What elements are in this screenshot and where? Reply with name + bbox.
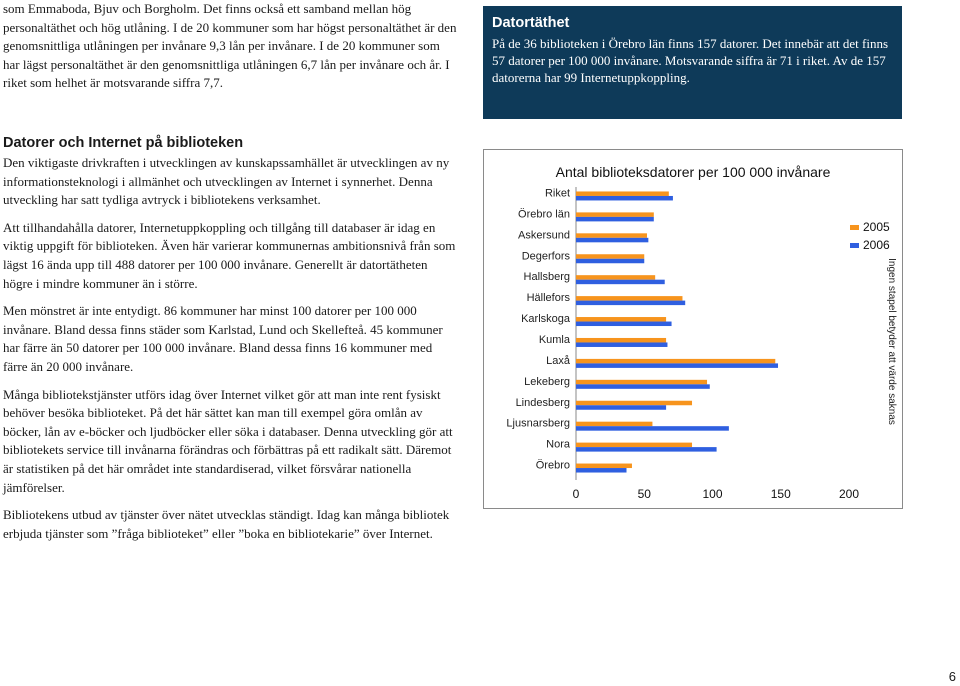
bar-2005 [576,422,652,427]
section-heading: Datorer och Internet på biblioteken [3,135,244,151]
bar-2006 [576,342,667,347]
bar-2006 [576,384,710,389]
intro-paragraph: som Emmaboda, Bjuv och Borgholm. Det finns också ett samband mellan hög personaltäthet och hög utlåning. I de 20 kommuner som har högst personaltäthet är den genomsnittliga utlåningen per invånare 9,3 lån per invånare. I de 20 kommuner som har lägst personaltäthet är den genomsnittliga utlåningen 6,7 lån per invånare och år. I riket som helhet är motsvarande siffra 7,7. [3,1,457,91]
x-tick-label: 150 [770,487,791,501]
legend-label-2006: 2006 [863,238,890,252]
x-tick-label: 50 [637,487,651,501]
bar-2006 [576,238,648,243]
category-label: Riket [544,187,570,200]
x-tick-label: 200 [838,487,860,501]
bar-2005 [576,296,682,301]
category-label: Hallsberg [523,271,570,284]
bar-2005 [576,464,632,469]
category-label: Lekeberg [524,375,570,388]
category-label: Ljusnarsberg [506,417,570,430]
bar-2006 [576,301,685,306]
chart-title: Antal biblioteksdatorer per 100 000 invånare [555,164,831,180]
bar-2006 [576,217,654,222]
legend-swatch-2006 [850,243,859,248]
paragraph-5: Bibliotekens utbud av tjänster över nätet utvecklas ständigt. Idag kan många bibliotek erbjuda tjänster som ”fråga biblioteket” eller ”boka en bibliotekarie” över Internet. [3,507,450,541]
bar-2006 [576,280,665,285]
info-box-title: Datortäthet [492,15,570,31]
bar-2006 [576,322,672,327]
bar-2005 [576,359,775,364]
page-number: 6 [948,669,956,684]
category-label: Degerfors [521,250,570,263]
bar-2006 [576,405,666,410]
bar-2005 [576,233,647,238]
bar-2006 [576,447,717,452]
chart-container [483,149,903,509]
legend-swatch-2005 [850,225,859,230]
bar-2005 [576,443,692,448]
intro-block [3,0,458,93]
bar-2005 [576,317,666,322]
bar-2006 [576,259,644,264]
section-heading-block [3,134,458,156]
paragraph-1: Den viktigaste drivkraften i utvecklingen av kunskapssamhället är utvecklingen av ny informationsteknologi i allmänhet och utvecklingen av Internet i synnerhet. Denna utveckling har satt tydliga avtryck i bibliotekens verksamhet. [3,155,450,208]
side-note: Ingen stapel betyder att värde saknas [886,258,897,425]
x-tick-label: 0 [572,487,580,501]
paragraph-4: Många bibliotekstjänster utförs idag över Internet vilket gör att man inte rent fysiskt behöver besöka biblioteket. På det här sättet kan man till exempel göra omlån av böcker, lån av e-böcker och ljudböcker eller söka i databaser. Denna utveckling gör att bibliotekets service till invånarna förändras och förbättras på ett radikalt sätt. Däremot är statistiken på det här området inte standardiserad, vilket försvårar nationella jämförelser. [3,386,453,495]
bar-2005 [576,275,655,280]
category-label: Kumla [538,333,570,346]
section-body [3,154,458,552]
category-label: Lindesberg [515,396,570,409]
category-label: Örebro län [518,208,570,221]
bar-2005 [576,212,654,217]
category-label: Örebro [535,459,570,472]
bar-2005 [576,254,644,259]
category-label: Askersund [518,229,570,242]
category-label: Hällefors [526,292,570,305]
info-box-datortathet [483,6,902,119]
bar-2005 [576,380,707,385]
bar-2006 [576,363,778,368]
paragraph-3: Men mönstret är inte entydigt. 86 kommuner har minst 100 datorer per 100 000 invånare. Bland dessa finns städer som Karlstad, Lund och Skellefteå. 45 kommuner har färre än 50 datorer per 100 000 invånare. Bland dessa finns 16 kommuner med färre än 20 000 invånare. [3,303,443,374]
bar-2006 [576,426,729,431]
bar-2006 [576,468,627,473]
bar-2005 [576,401,692,406]
info-box-text: På de 36 biblioteken i Örebro län finns 157 datorer. Det innebär att det finns 57 datorer per 100 000 invånare. Motsvarande siffra är 71 i riket. Av de 157 datorerna har 99 Internetuppkoppling. [492,36,889,85]
bar-2005 [576,191,669,196]
category-label: Laxå [546,354,570,367]
bar-2006 [576,196,673,201]
bar-2005 [576,338,666,343]
x-tick-label: 100 [702,487,723,501]
bar-chart [484,150,902,508]
category-label: Karlskoga [521,313,570,326]
legend-label-2005: 2005 [863,220,890,234]
paragraph-2: Att tillhandahålla datorer, Internetuppkoppling och tillgång till databaser är idag en viktig uppgift för biblioteken. Även här varierar kommunernas ambitionsnivå från som lägst 16 ända upp till 488 datorer per 100 000 invånare. Generellt är datortätheten högre i mindre kommuner än i större. [3,219,456,291]
category-label: Nora [546,438,570,451]
